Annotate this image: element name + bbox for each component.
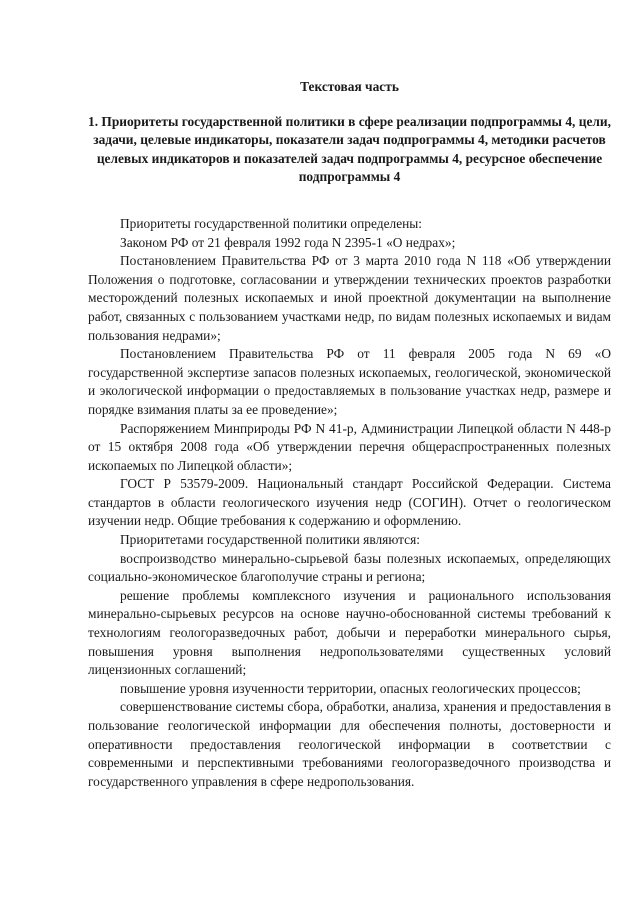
- document-body: [88, 215, 611, 791]
- paragraph: Распоряжением Минприроды РФ N 41-р, Администрации Липецкой области N 448-р от 15 октября 2008 года «Об утверждении перечня общераспространенных полезных ископаемых по Липецкой области»;: [88, 420, 611, 473]
- paragraph: Приоритетами государственной политики являются:: [120, 532, 420, 548]
- paragraph: совершенствование системы сбора, обработки, анализа, хранения и предоставления в пользование геологической информации для обеспечения полноты, достоверности и оперативности предоставления геологической информации в соответствии с современными и перспективными требованиями геологоразведочного производства и государственного управления в сфере недропользования.: [88, 699, 611, 789]
- paragraph: Законом РФ от 21 февраля 1992 года N 2395-1 «О недрах»;: [120, 234, 456, 250]
- paragraph: ГОСТ Р 53579-2009. Национальный стандарт Российской Федерации. Система стандартов в области геологического изучения недр (СОГИН). Отчет о геологическом изучении недр. Общие требования к содержанию и оформлению.: [88, 476, 611, 529]
- paragraph: Постановлением Правительства РФ от 11 февраля 2005 года N 69 «О государственной экспертизе запасов полезных ископаемых, геологической, экономической и экологической информации о предоставляемых в пользование участках недр, размере и порядке взимания платы за ее проведение»;: [88, 346, 611, 417]
- paragraph: Постановлением Правительства РФ от 3 марта 2010 года N 118 «Об утверждении Положения о подготовке, согласовании и утверждении технических проектов разработки месторождений полезных ископаемых и иной проектной документации на выполнение работ, связанных с пользованием участками недр, по видам полезных ископаемых и видам пользования недрами»;: [88, 253, 611, 343]
- paragraph: воспроизводство минерально-сырьевой базы полезных ископаемых, определяющих социально-экономическое благополучие страны и региона;: [88, 550, 611, 585]
- paragraph: решение проблемы комплексного изучения и рационального использования минерально-сырьевых ресурсов на основе научно-обоснованной системы требований к технологиям геологоразведочных работ, добычи и переработки минерального сырья, повышения уровня выполнения недропользователями существенных условий лицензионных соглашений;: [88, 587, 611, 678]
- section-heading: 1. Приоритеты государственной политики в сфере реализации подпрограммы 4, цели, задачи, целевые индикаторы, показатели задач подпрограммы 4, методики расчетов целевых индикаторов и показателей задач подпрограммы 4, ресурсное обеспечение подпрограммы 4: [88, 113, 611, 185]
- paragraph: повышение уровня изученности территории, опасных геологических процессов;: [120, 680, 581, 696]
- document-title: Текстовая часть: [300, 79, 399, 94]
- paragraph: Приоритеты государственной политики определены:: [120, 215, 423, 231]
